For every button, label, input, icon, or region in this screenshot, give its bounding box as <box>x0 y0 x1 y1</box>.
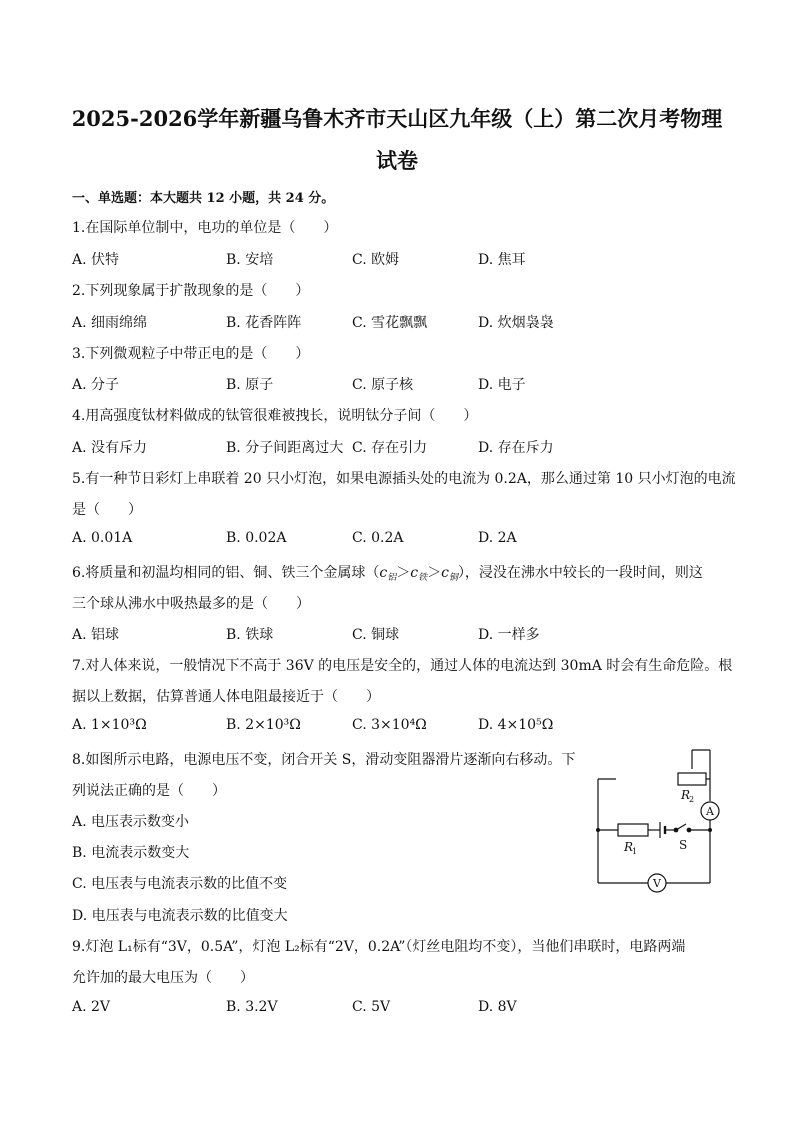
question-6-line-2: 三个球从沸水中吸热最多的是（ ） <box>72 596 310 612</box>
q1-option-b: B. 安培 <box>226 252 274 268</box>
q6-gt-1: ＞ <box>396 565 411 581</box>
r2-resistor <box>678 773 706 785</box>
q6-option-b: B. 铁球 <box>226 627 274 643</box>
q3-option-c: C. 原子核 <box>352 377 414 393</box>
r1-subscript: 1 <box>632 847 638 856</box>
q7-option-a: A. 1×10³Ω <box>72 717 147 733</box>
switch-blade <box>676 824 686 830</box>
q2-option-b: B. 花香阵阵 <box>226 315 302 331</box>
q5-option-d: D. 2A <box>478 530 517 546</box>
q2-option-a: A. 细雨绵绵 <box>72 315 148 331</box>
q6-c-al: $c_铝$ <box>379 565 397 583</box>
question-5-line-2: 是（ ） <box>72 502 142 518</box>
q6-text-end: ），浸没在沸水中较长的一段时间，则这 <box>457 565 703 581</box>
r2-label: R <box>681 788 691 802</box>
r1-resistor <box>618 824 648 836</box>
q9-option-d: D. 8V <box>478 999 517 1015</box>
q5-option-c: C. 0.2A <box>352 530 404 546</box>
q6-option-c: C. 铜球 <box>352 627 400 643</box>
q8-option-d: D. 电压表与电流表示数的比值变大 <box>72 908 288 924</box>
q3-option-a: A. 分子 <box>72 377 120 393</box>
q1-option-a: A. 伏特 <box>72 252 120 268</box>
q8-option-a: A. 电压表示数变小 <box>72 814 190 830</box>
title-line-1: 2025-2026学年新疆乌鲁木齐市天山区九年级（上）第二次月考物理 <box>71 106 723 131</box>
question-8-line-1: 8.如图所示电路，电源电压不变，闭合开关 S，滑动变阻器滑片逐渐向右移动。下 <box>72 752 576 768</box>
r2-subscript: 2 <box>689 795 695 804</box>
voltmeter-label: V <box>653 877 661 890</box>
ammeter-label: A <box>706 805 714 818</box>
q3-option-b: B. 原子 <box>226 377 274 393</box>
q4-option-b: B. 分子间距离过大 <box>226 440 344 456</box>
question-8-line-2: 列说法正确的是（ ） <box>72 783 226 799</box>
q6-text-start: 6.将质量和初温均相同的铝、铜、铁三个金属球（ <box>72 565 380 581</box>
q7-option-b: B. 2×10³Ω <box>226 717 301 733</box>
question-9-line-2: 允许加的最大电压为（ ） <box>72 970 254 986</box>
q4-option-d: D. 存在斥力 <box>478 440 554 456</box>
q2-option-c: C. 雪花飘飘 <box>352 315 428 331</box>
q8-circuit-diagram <box>590 747 722 893</box>
q8-option-c: C. 电压表与电流表示数的比值不变 <box>72 876 288 892</box>
r1-label: R <box>624 840 634 854</box>
junction-dot-right <box>708 828 712 832</box>
q4-option-a: A. 没有斥力 <box>72 440 148 456</box>
section-heading: 一、单选题：本大题共 12 小题，共 24 分。 <box>72 191 335 206</box>
question-6-line-1 <box>72 562 703 583</box>
q6-gt-2: ＞ <box>427 565 442 581</box>
question-7-line-1: 7.对人体来说，一般情况下不高于 36V 的电压是安全的，通过人体的电流达到 30mA 时会有生命危险。根 <box>72 658 733 674</box>
q7-option-d: D. 4×10⁵Ω <box>478 717 554 733</box>
q6-c-cu: $c_铜$ <box>441 565 458 583</box>
q3-option-d: D. 电子 <box>478 377 526 393</box>
q1-option-d: D. 焦耳 <box>478 252 526 268</box>
q8-option-b: B. 电流表示数变大 <box>72 845 190 861</box>
question-5-line-1: 5.有一种节日彩灯上串联着 20 只小灯泡，如果电源插头处的电流为 0.2A，那么通过第 10 只小灯泡的电流 <box>72 471 736 487</box>
question-2: 2.下列现象属于扩散现象的是（ ） <box>72 283 310 299</box>
question-9-line-1: 9.灯泡 L₁标有“3V，0.5A”，灯泡 L₂标有“2V，0.2A”（灯丝电阻均不变），当他们串联时，电路两端 <box>72 939 686 955</box>
q7-option-c: C. 3×10⁴Ω <box>352 717 427 733</box>
q4-option-c: C. 存在引力 <box>352 440 428 456</box>
switch-label: S <box>679 838 688 852</box>
q9-option-a: A. 2V <box>72 999 111 1015</box>
question-1: 1.在国际单位制中，电功的单位是（ ） <box>72 220 338 236</box>
question-7-line-2: 据以上数据，估算普通人体电阻最接近于（ ） <box>72 689 380 705</box>
q9-option-c: C. 5V <box>352 999 391 1015</box>
title-line-2: 试卷 <box>376 148 418 173</box>
q2-option-d: D. 炊烟袅袅 <box>478 315 554 331</box>
q1-option-c: C. 欧姆 <box>352 252 400 268</box>
q6-c-fe: $c_铁$ <box>410 565 428 583</box>
q9-option-b: B. 3.2V <box>226 999 278 1015</box>
q5-option-b: B. 0.02A <box>226 530 287 546</box>
q6-option-a: A. 铝球 <box>72 627 120 643</box>
question-4: 4.用高强度钛材料做成的钛管很难被拽长，说明钛分子间（ ） <box>72 408 478 424</box>
q5-option-a: A. 0.01A <box>72 530 133 546</box>
q6-option-d: D. 一样多 <box>478 627 540 643</box>
question-3: 3.下列微观粒子中带正电的是（ ） <box>72 346 310 362</box>
junction-dot-left <box>596 828 600 832</box>
